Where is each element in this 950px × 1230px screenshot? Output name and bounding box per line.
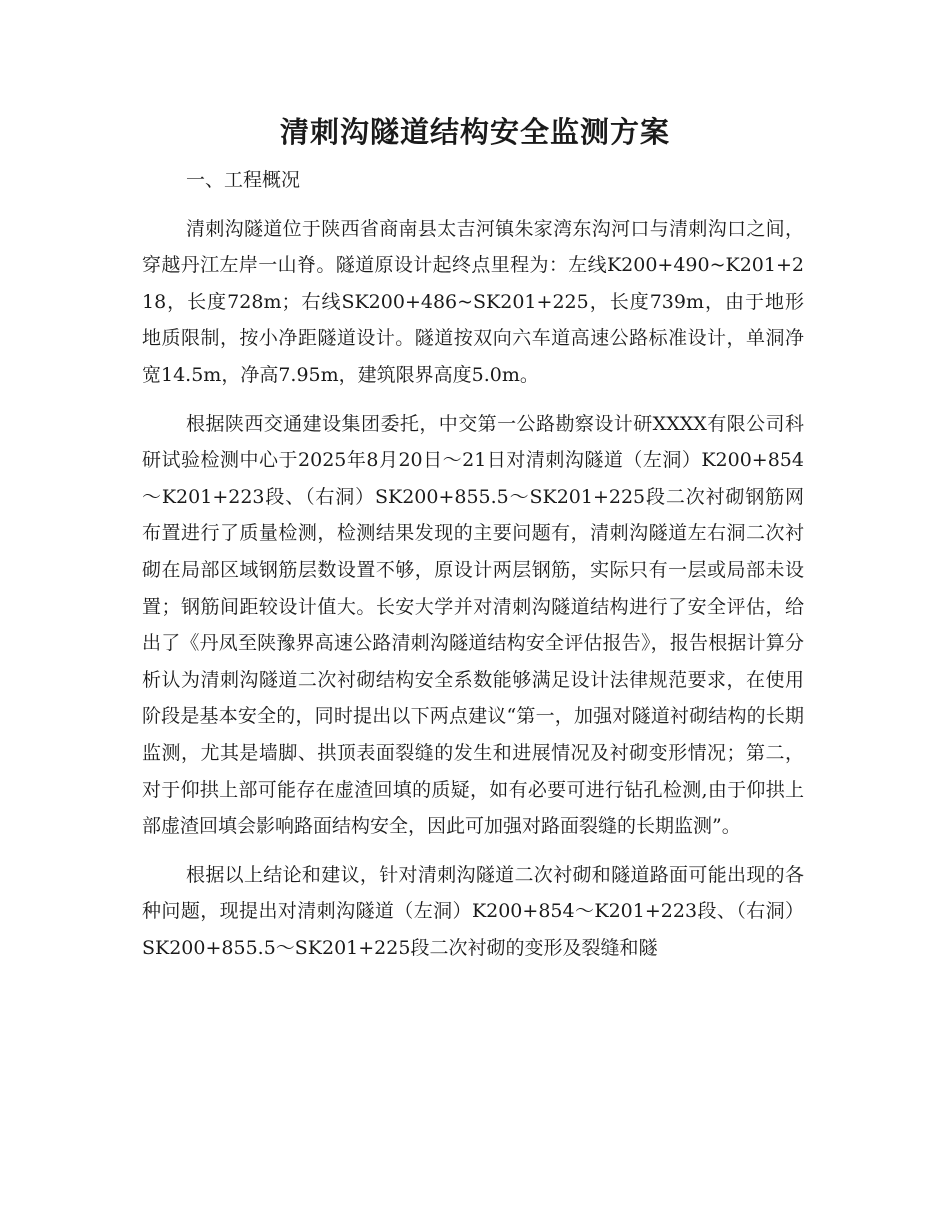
paragraph-inspection-results: 根据陕西交通建设集团委托，中交第一公路勘察设计研XXXX有限公司科研试验检测中心于2025年8月20日～21日对清刺沟隧道（左洞）K200+854～K201+223段、（右洞）SK200+855.5～SK201+225段二次衬砌钢筋网布置进行了质量检测，检测结果发现的主要问题有，清刺沟隧道左右洞二次衬砌在局部区域钢筋层数设置不够，原设计两层钢筋，实际只有一层或局部未设置；钢筋间距较设计值大。长安大学并对清刺沟隧道结构进行了安全评估，给出了《丹凤至陕豫界高速公路清刺沟隧道结构安全评估报告》，报告根据计算分析认为清刺沟隧道二次衬砌结构安全系数能够满足设计法律规范要求，在使用阶段是基本安全的，同时提出以下两点建议“第一，加强对隧道衬砌结构的长期监测，尤其是墙脚、拱顶表面裂缝的发生和进展情况及衬砌变形情况；第二，对于仰拱上部可能存在虚渣回填的质疑，如有必要可进行钻孔检测,由于仰拱上部虚渣回填会影响路面结构安全，因此可加强对路面裂缝的长期监测”。: [142, 412, 804, 838]
section-heading-project-overview: 一、工程概况: [186, 169, 301, 191]
document-title: 清刺沟隧道结构安全监测方案: [279, 115, 670, 149]
document-body: [142, 162, 804, 978]
paragraph-monitoring-proposal: 根据以上结论和建议，针对清刺沟隧道二次衬砌和隧道路面可能出现的各种问题，现提出对清刺沟隧道（左洞）K200+854～K201+223段、（右洞）SK200+855.5～SK201+225段二次衬砌的变形及裂缝和隧: [142, 863, 804, 959]
paragraph-project-location: 清刺沟隧道位于陕西省商南县太吉河镇朱家湾东沟河口与清刺沟口之间，穿越丹江左岸一山脊。隧道原设计起终点里程为：左线K200+490~K201+218，长度728m；右线SK200+486~SK201+225，长度739m，由于地形地质限制，按小净距隧道设计。隧道按双向六车道高速公路标准设计，单洞净宽14.5m，净高7.95m，建筑限界高度5.0m。: [142, 217, 804, 386]
